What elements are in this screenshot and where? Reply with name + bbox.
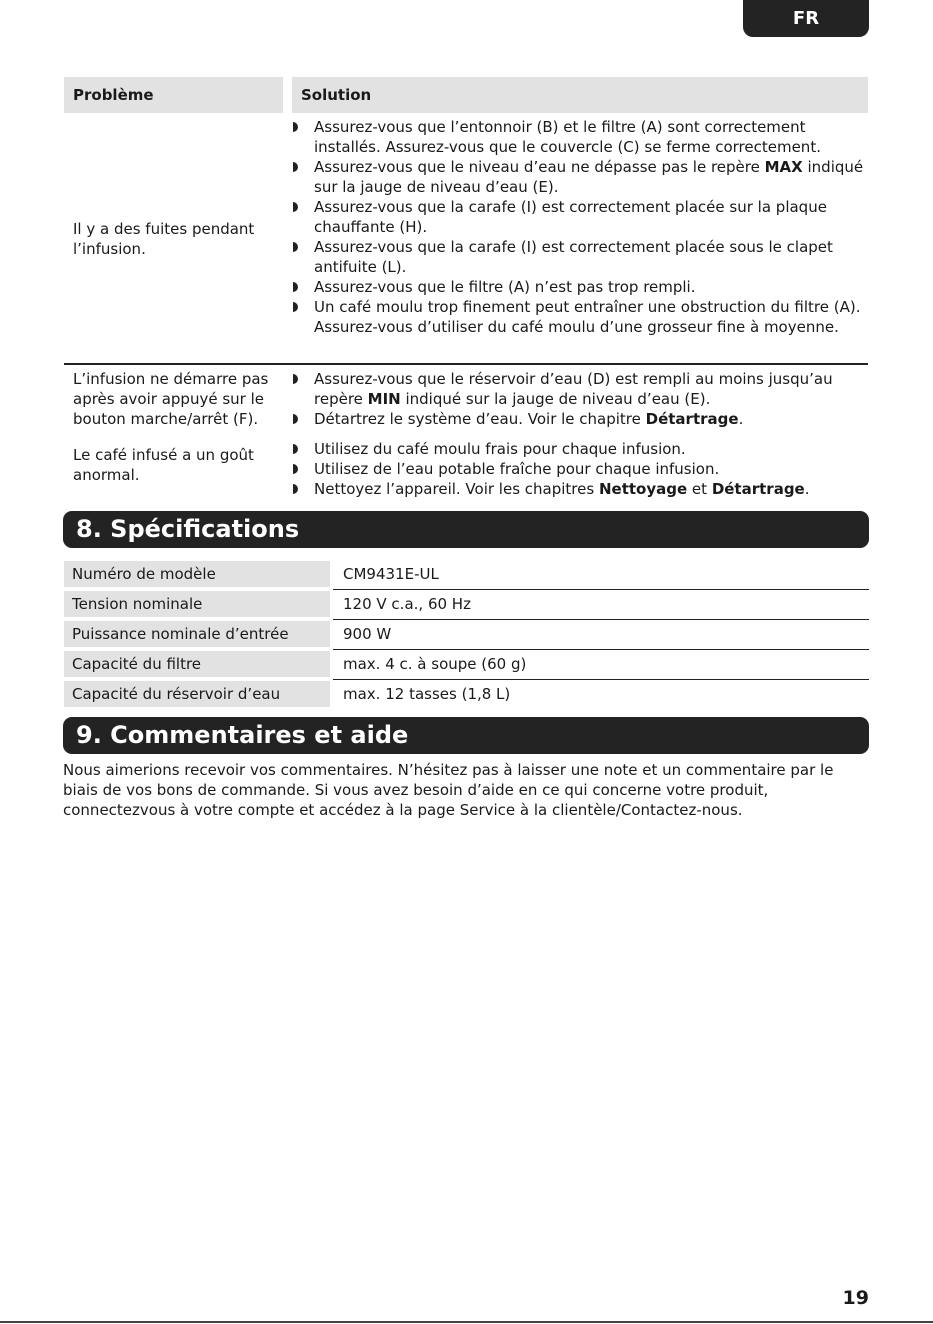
table-header bbox=[64, 77, 868, 113]
feedback-paragraph: Nous aimerions recevoir vos commentaires. N’hésitez pas à laisser une note et un commentaire par le biais de vos bons de commande. Si vous avez besoin d’aide en ce qui concerne votre produit, connectezvous à votre compte et accédez à la page Service à la clientèle/Contactez-nous. bbox=[63, 761, 834, 819]
problem-text: Il y a des fuites pendant l’infusion. bbox=[73, 220, 255, 258]
spec-value: max. 12 tasses (1,8 L) bbox=[343, 685, 511, 703]
spec-value: 120 V c.a., 60 Hz bbox=[333, 591, 869, 620]
spec-value: CM9431E-UL bbox=[333, 561, 869, 590]
solution-item: Détartrez le système d’eau. Voir le chapitre Détartrage. bbox=[283, 409, 868, 429]
solution-cell bbox=[283, 369, 868, 433]
problem-cell: Le café infusé a un goût anormal. bbox=[73, 446, 254, 484]
spec-row bbox=[64, 651, 869, 681]
spec-row bbox=[64, 561, 869, 591]
specifications-table bbox=[64, 561, 869, 711]
solution-item: Assurez-vous que le niveau d’eau ne dépasse pas le repère MAX indiqué sur la jauge de niveau d’eau (E). bbox=[283, 157, 868, 197]
solution-cell bbox=[283, 439, 868, 499]
solution-item: Assurez-vous que la carafe (I) est correctement placée sur la plaque chauffante (H). bbox=[283, 197, 868, 237]
spec-value: 900 W bbox=[333, 621, 869, 650]
troubleshooting-table bbox=[64, 77, 868, 499]
solution-item: Assurez-vous que la carafe (I) est correctement placée sous le clapet antifuite (L). bbox=[283, 237, 868, 277]
problem-cell: L’infusion ne démarre pas après avoir appuyé sur le bouton marche/arrêt (F). bbox=[73, 370, 269, 428]
language-tab: FR bbox=[743, 0, 869, 37]
spec-label: Tension nominale bbox=[64, 591, 330, 621]
spec-row bbox=[64, 681, 869, 711]
solution-item: Utilisez de l’eau potable fraîche pour chaque infusion. bbox=[283, 459, 868, 479]
problem-cell bbox=[64, 113, 274, 363]
solution-item: Nettoyez l’appareil. Voir les chapitres Nettoyage et Détartrage. bbox=[283, 479, 868, 499]
solution-item: Utilisez du café moulu frais pour chaque infusion. bbox=[283, 439, 868, 459]
spec-label: Numéro de modèle bbox=[64, 561, 330, 591]
solution-item: Assurez-vous que l’entonnoir (B) et le filtre (A) sont correctement installés. Assurez-vous que le couvercle (C) se ferme correctement. bbox=[283, 117, 868, 157]
bottom-divider bbox=[0, 1321, 933, 1323]
solution-item: Un café moulu trop finement peut entraîner une obstruction du filtre (A). Assurez-vous d’utiliser du café moulu d’une grosseur fine à moyenne. bbox=[283, 297, 868, 337]
spec-value: max. 4 c. à soupe (60 g) bbox=[333, 651, 869, 680]
solution-item: Assurez-vous que le réservoir d’eau (D) est rempli au moins jusqu’au repère MIN indiqué sur la jauge de niveau d’eau (E). bbox=[283, 369, 868, 409]
header-solution: Solution bbox=[292, 77, 868, 113]
solution-cell bbox=[283, 113, 868, 363]
table-row bbox=[64, 365, 868, 433]
spec-label: Capacité du réservoir d’eau bbox=[64, 681, 330, 711]
section-title-specifications: 8. Spécifications bbox=[63, 511, 869, 548]
table-row bbox=[64, 433, 868, 499]
spec-label: Puissance nominale d’entrée bbox=[64, 621, 330, 651]
page-number: 19 bbox=[842, 1287, 869, 1309]
header-problem: Problème bbox=[64, 77, 283, 113]
table-row bbox=[64, 113, 868, 365]
section-title-feedback: 9. Commentaires et aide bbox=[63, 717, 869, 754]
spec-row bbox=[64, 591, 869, 621]
spec-row bbox=[64, 621, 869, 651]
solution-item: Assurez-vous que le filtre (A) n’est pas trop rempli. bbox=[283, 277, 868, 297]
spec-label: Capacité du filtre bbox=[64, 651, 330, 681]
